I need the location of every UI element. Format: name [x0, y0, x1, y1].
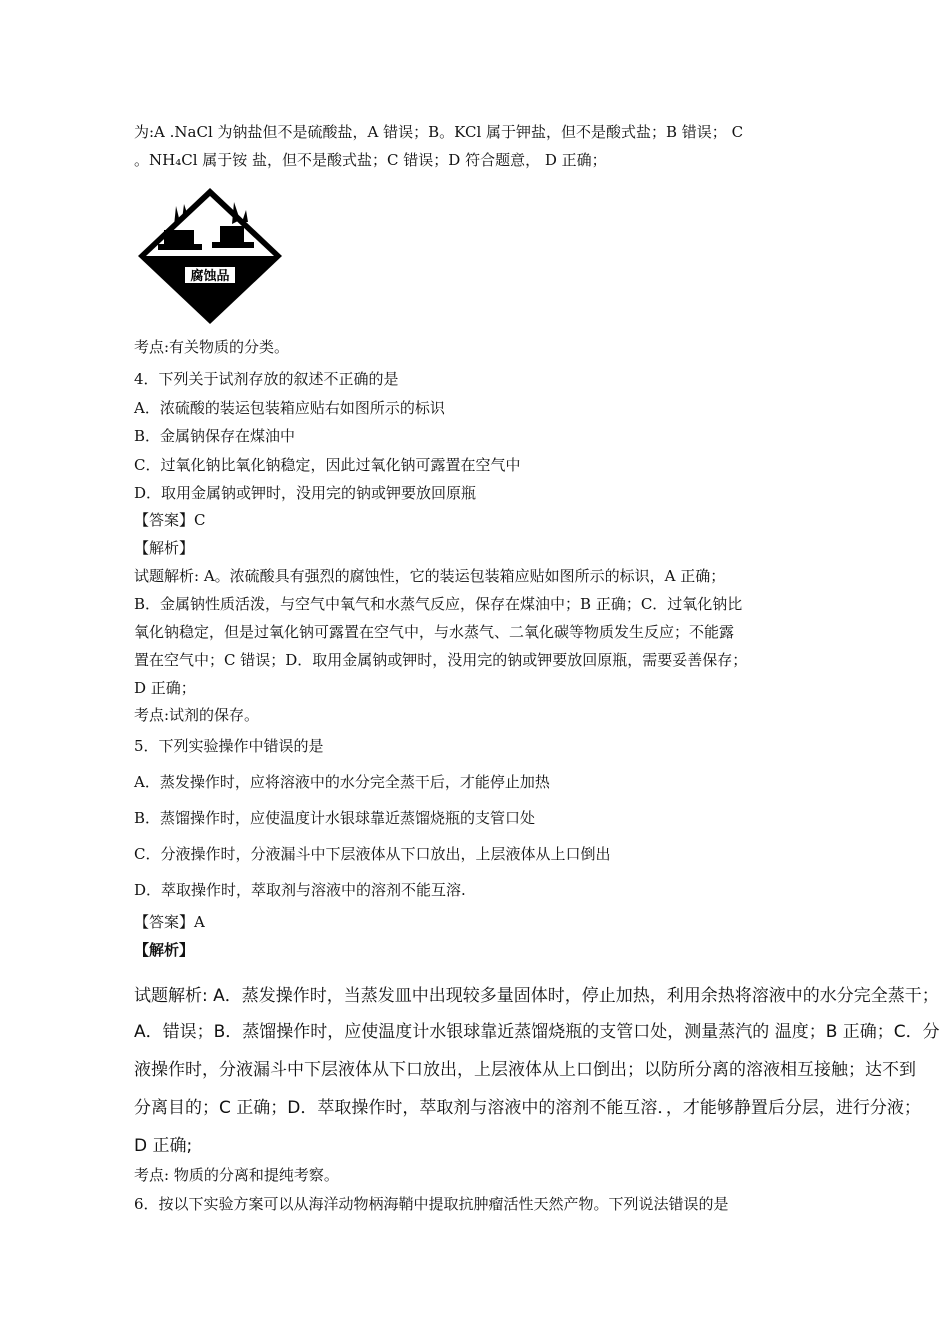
q4-analysis-line-2: B．金属钠性质活泼，与空气中氧气和水蒸气反应，保存在煤油中；B 正确；C．过氧化钠比 — [134, 595, 743, 613]
q4-option-b: B．金属钠保存在煤油中 — [134, 427, 296, 445]
q5-stem: 5．下列实验操作中错误的是 — [134, 737, 324, 755]
q4-analysis-title: 【解析】 — [134, 539, 195, 557]
q4-analysis-line-3: 氧化钠稳定，但是过氧化钠可露置在空气中，与水蒸气、二氧化碳等物质发生反应；不能露 — [134, 623, 735, 641]
sign-label: 腐蚀品 — [190, 269, 230, 284]
q5-option-d: D．萃取操作时，萃取剂与溶液中的溶剂不能互溶. — [134, 881, 466, 899]
q4-stem: 4．下列关于试剂存放的叙述不正确的是 — [134, 370, 399, 388]
q4-kaodian: 考点:试剂的保存。 — [134, 706, 260, 724]
q4-analysis-line-4: 置在空气中；C 错误；D．取用金属钠或钾时，没用完的钠或钾要放回原瓶，需要妥善保存； — [134, 651, 748, 669]
q5-answer: 【答案】A — [134, 913, 205, 931]
q5-option-c: C．分液操作时，分液漏斗中下层液体从下口放出，上层液体从上口倒出 — [134, 845, 611, 863]
q4-option-c: C．过氧化钠比氧化钠稳定，因此过氧化钠可露置在空气中 — [134, 456, 521, 474]
q4-analysis-line-5: D 正确； — [134, 679, 196, 697]
q5-option-a: A．蒸发操作时，应将溶液中的水分完全蒸干后，才能停止加热 — [134, 773, 550, 791]
q5-analysis-title: 【解析】 — [134, 941, 195, 959]
q5-kaodian: 考点: 物质的分离和提纯考察。 — [134, 1166, 339, 1184]
q5-analysis-line-1: 试题解析: A．蒸发操作时，当蒸发皿中出现较多量固体时，停止加热，利用余热将溶液中的水分完全蒸干； — [134, 986, 939, 1006]
q6-stem: 6．按以下实验方案可以从海洋动物柄海鞘中提取抗肿瘤活性天然产物。下列说法错误的是 — [134, 1195, 729, 1213]
q4-option-d: D．取用金属钠或钾时，没用完的钠或钾要放回原瓶 — [134, 484, 477, 502]
q5-option-b: B．蒸馏操作时，应使温度计水银球靠近蒸馏烧瓶的支管口处 — [134, 809, 536, 827]
q5-analysis-line-2: A．错误；B．蒸馏操作时，应使温度计水银球靠近蒸馏烧瓶的支管口处，测量蒸汽的 温度；B 正确；C．分 — [134, 1022, 940, 1042]
corrosive-hazard-sign-icon — [136, 186, 284, 326]
q5-analysis-line-3: 液操作时，分液漏斗中下层液体从下口放出，上层液体从上口倒出；以防所分离的溶液相互接触；达不到 — [134, 1060, 916, 1080]
intro-line-1: 为:A .NaCl 为钠盐但不是硫酸盐，A 错误；B。KCl 属于钾盐，但不是酸式盐；B 错误； C — [134, 123, 744, 141]
q5-analysis-line-4: 分离目的；C 正确；D．萃取操作时，萃取剂与溶液中的溶剂不能互溶．，才能够静置后分层，进行分液； — [134, 1098, 921, 1118]
q4-option-a: A．浓硫酸的装运包装箱应贴右如图所示的标识 — [134, 399, 445, 417]
kaodian-3: 考点:有关物质的分类。 — [134, 338, 290, 356]
q4-analysis-line-1: 试题解析: A。浓硫酸具有强烈的腐蚀性，它的装运包装箱应贴如图所示的标识，A 正确； — [134, 567, 726, 585]
intro-line-2: 。NH₄Cl 属于铵 盐，但不是酸式盐；C 错误；D 符合题意， D 正确； — [134, 151, 607, 169]
q5-analysis-line-5: D 正确; — [134, 1136, 193, 1156]
q4-answer: 【答案】C — [134, 511, 206, 529]
